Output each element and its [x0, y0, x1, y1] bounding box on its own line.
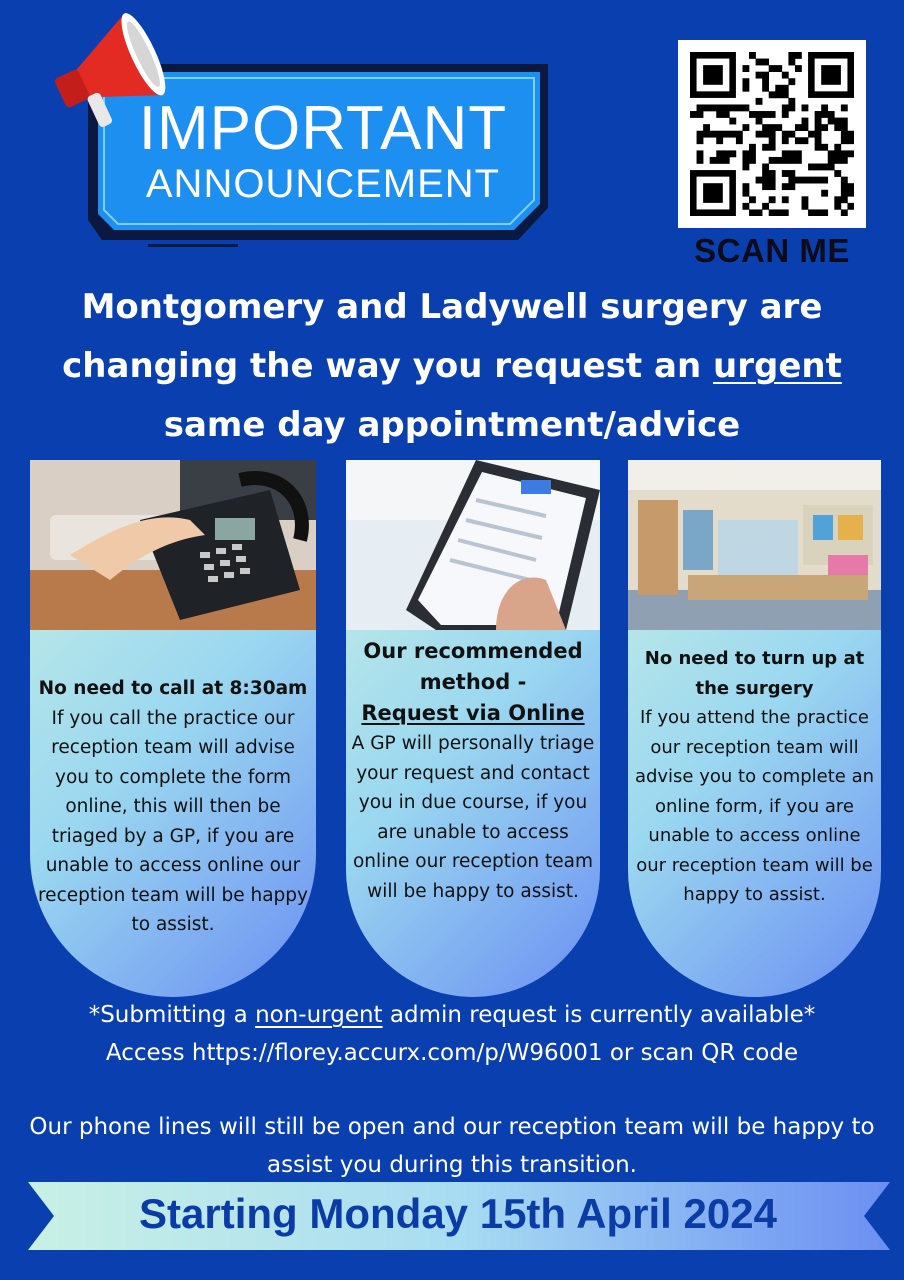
page-headline — [20, 278, 884, 455]
request-online-link[interactable]: Request via Online — [361, 701, 585, 725]
card-call — [30, 460, 316, 997]
notice-part2: admin request is currently available* — [382, 1002, 816, 1028]
card-online-text: A GP will personally triage your request and contact you in due course, if you are unable to access online our reception team will be happy to assist. — [351, 733, 595, 902]
card-online-body — [346, 636, 600, 906]
qr-code[interactable] — [678, 40, 866, 228]
banner-line-important: IMPORTANT — [138, 94, 508, 163]
qr-code-pattern — [690, 52, 854, 216]
phone-call-photo — [30, 460, 316, 630]
headline-part2: same day appointment/advice — [163, 405, 741, 445]
headline-urgent: urgent — [713, 346, 842, 386]
reception-desk-photo — [628, 460, 881, 630]
notice-line1 — [20, 996, 884, 1034]
banner-line-announcement: ANNOUNCEMENT — [145, 162, 501, 206]
notice-part1: *Submitting a — [88, 1002, 256, 1028]
smartphone-photo — [346, 460, 600, 630]
card-reception-body — [628, 644, 881, 910]
megaphone-icon — [38, 8, 178, 138]
notice-non-urgent: non-urgent — [255, 1002, 383, 1028]
card-online-title: Our recommended method - — [363, 639, 583, 694]
card-reception — [628, 460, 881, 997]
card-online-title-underlined — [350, 698, 596, 729]
card-reception-title: No need to turn up at the surgery — [644, 648, 865, 699]
card-online — [346, 460, 600, 997]
notice-access-url[interactable]: Access https://florey.accurx.com/p/W96001 or scan QR code — [105, 1040, 799, 1066]
card-reception-text: If you attend the practice our reception team will advise you to complete an online form, if you are unable to access online our reception team will be happy to assist. — [634, 707, 875, 905]
card-call-body — [30, 674, 316, 940]
start-date-text: Starting Monday 15th April 2024 — [139, 1190, 777, 1237]
card-call-title: No need to call at 8:30am — [38, 678, 308, 699]
card-call-text: If you call the practice our reception team will advise you to complete the form online, this will then be triaged by a GP, if you are unable to access online our reception team will be happy to assist. — [37, 707, 308, 935]
headline-part1: Montgomery and Ladywell surgery are changing the way you request an — [62, 287, 823, 386]
admin-request-notice — [20, 996, 884, 1072]
phone-lines-note: Our phone lines will still be open and our reception team will be happy to assist you during this transition. — [29, 1114, 875, 1178]
scan-me-caption: SCAN ME — [694, 232, 850, 269]
